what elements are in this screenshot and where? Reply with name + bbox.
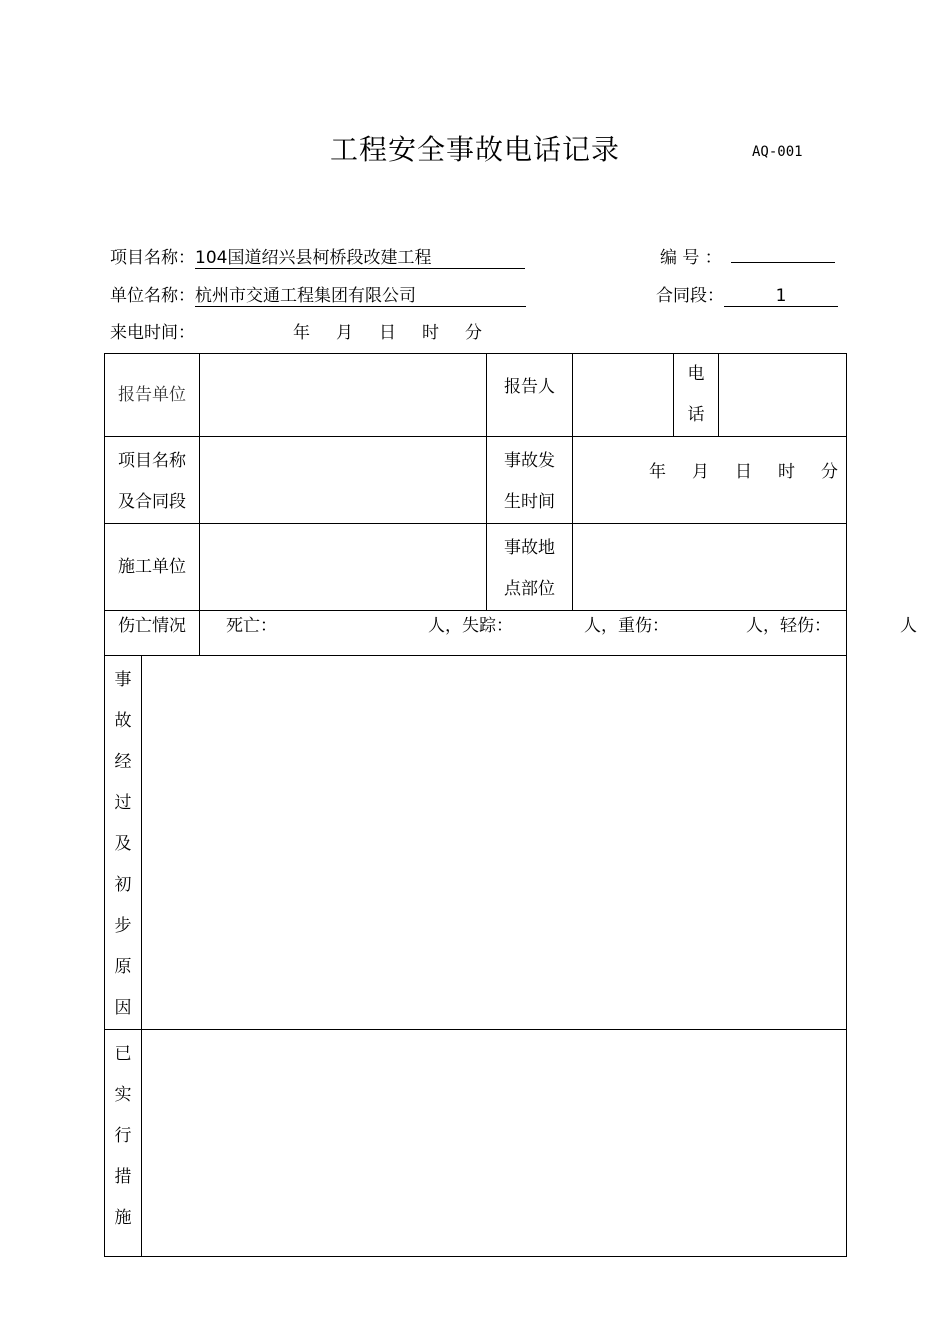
number-field[interactable] (731, 262, 835, 263)
missing-label: 人，失踪： (428, 616, 513, 636)
report-unit-field[interactable] (200, 354, 487, 437)
call-time-units (293, 318, 508, 343)
casualty-end-unit: 人 (900, 616, 917, 636)
label-char: 行 (114, 1126, 132, 1146)
accident-hour-unit: 时 (778, 462, 795, 482)
accident-record-table (104, 353, 917, 1257)
death-label: 死亡： (226, 616, 277, 636)
label-line: 点部位 (504, 579, 555, 599)
unit-name-label: 单位名称： (110, 286, 195, 306)
project-contract-field[interactable] (200, 437, 487, 524)
label-line: 及合同段 (118, 492, 186, 512)
accident-location-label (487, 524, 573, 611)
call-time-month-unit: 月 (336, 323, 353, 343)
label-line: 项目名称 (118, 451, 186, 471)
label-char: 原 (114, 957, 132, 977)
accident-month-unit: 月 (692, 462, 709, 482)
label-char: 因 (114, 998, 132, 1018)
phone-label (674, 354, 719, 437)
label-char: 经 (114, 752, 132, 772)
reporter-label: 报告人 (487, 354, 573, 437)
label-line: 事故发 (504, 451, 555, 471)
call-time-hour-unit: 时 (422, 323, 439, 343)
phone-char: 电 (687, 364, 705, 384)
report-unit-label: 报告单位 (105, 354, 200, 437)
project-name-row (110, 243, 525, 269)
reporter-field[interactable] (573, 354, 674, 437)
construction-unit-field[interactable] (200, 524, 487, 611)
label-char: 事 (114, 670, 132, 690)
label-char: 措 (114, 1167, 132, 1187)
label-char: 初 (114, 875, 132, 895)
project-contract-label (105, 437, 200, 524)
document-title: 工程安全事故电话记录 (329, 133, 620, 166)
casualty-field[interactable] (200, 611, 917, 656)
label-char: 已 (114, 1044, 132, 1064)
phone-field[interactable] (719, 354, 847, 437)
accident-location-field[interactable] (573, 524, 847, 611)
label-char: 步 (114, 916, 132, 936)
label-char: 故 (114, 711, 132, 731)
label-line: 事故地 (504, 538, 555, 558)
call-time-label: 来电时间： (110, 323, 195, 343)
call-time-year-unit: 年 (293, 323, 310, 343)
call-time-minute-unit: 分 (465, 323, 482, 343)
accident-process-label (105, 656, 142, 1030)
label-char: 及 (114, 834, 132, 854)
label-line: 生时间 (504, 492, 555, 512)
call-time-day-unit: 日 (379, 323, 396, 343)
contract-label: 合同段： (656, 286, 724, 306)
accident-process-field[interactable] (142, 656, 847, 1030)
number-row (660, 243, 835, 268)
accident-minute-unit: 分 (821, 462, 838, 482)
accident-time-field[interactable] (573, 437, 847, 524)
construction-unit-label: 施工单位 (105, 524, 200, 611)
measures-taken-field[interactable] (142, 1030, 847, 1257)
minor-injury-label: 人，轻伤： (746, 616, 831, 636)
unit-name-row (110, 281, 526, 307)
phone-char: 话 (687, 405, 705, 425)
project-name-label: 项目名称： (110, 248, 195, 268)
contract-value: 1 (724, 286, 838, 307)
form-code: AQ-001 (752, 144, 803, 160)
serious-injury-label: 人，重伤： (584, 616, 669, 636)
label-char: 实 (114, 1085, 132, 1105)
contract-row (656, 281, 838, 307)
project-name-value: 104国道绍兴县柯桥段改建工程 (195, 248, 525, 269)
label-char: 过 (114, 793, 132, 813)
measures-taken-label (105, 1030, 142, 1257)
unit-name-value: 杭州市交通工程集团有限公司 (195, 286, 526, 307)
accident-year-unit: 年 (649, 462, 666, 482)
label-char: 施 (114, 1208, 132, 1228)
accident-day-unit: 日 (735, 462, 752, 482)
accident-time-label (487, 437, 573, 524)
number-label: 编 号 ： (660, 248, 722, 268)
casualty-label: 伤亡情况 (105, 611, 200, 656)
